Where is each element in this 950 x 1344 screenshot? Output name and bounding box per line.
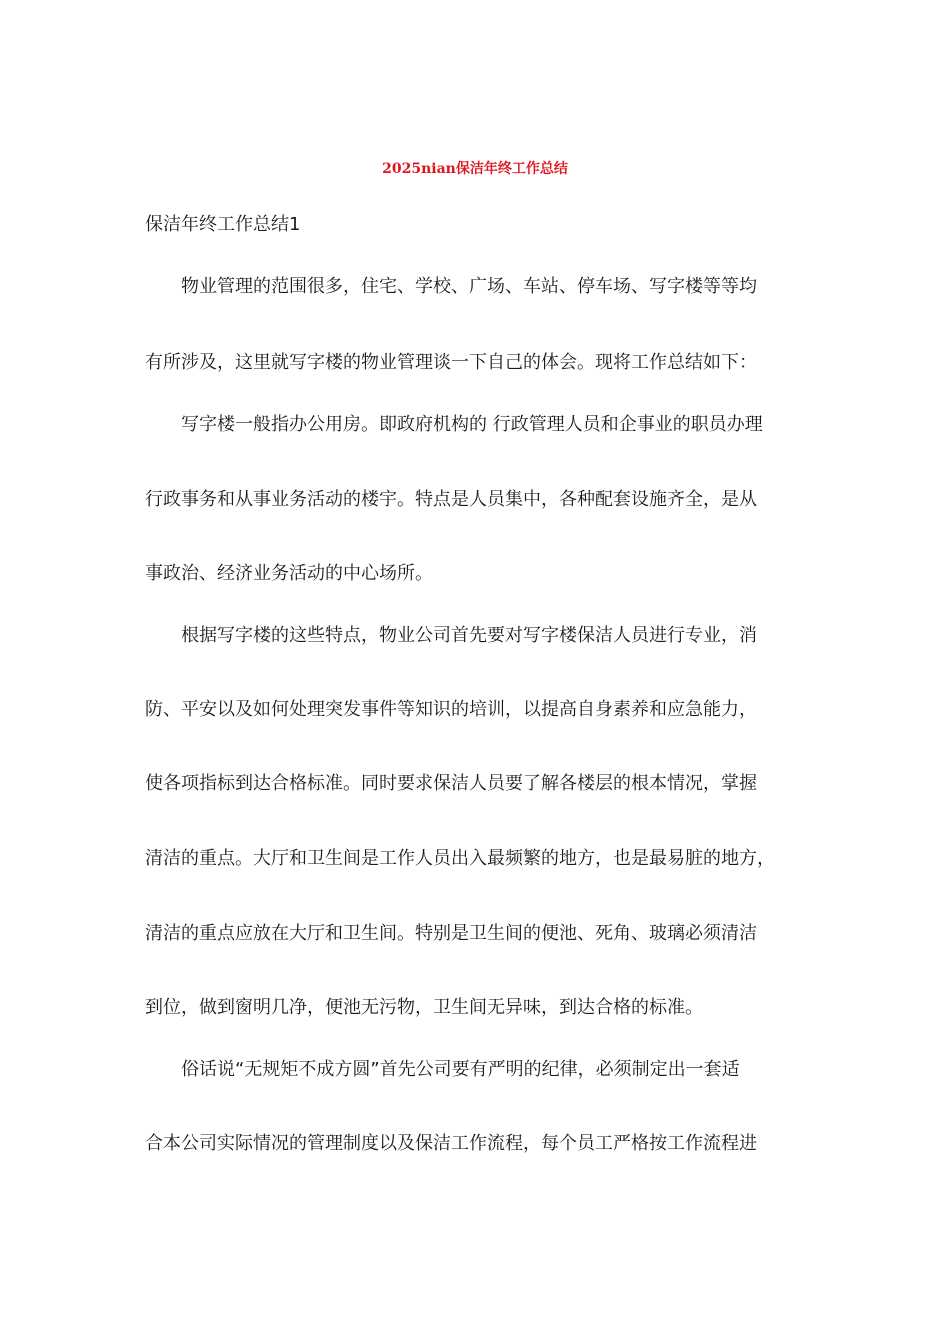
paragraph-line: 合本公司实际情况的管理制度以及保洁工作流程，每个员工严格按工作流程进	[145, 1133, 757, 1154]
paragraph-line: 使各项指标到达合格标准。同时要求保洁人员要了解各楼层的根本情况，掌握	[145, 773, 757, 794]
paragraph-line: 清洁的重点应放在大厅和卫生间。特别是卫生间的便池、死角、玻璃必须清洁	[145, 923, 757, 944]
paragraph-line: 物业管理的范围很多，住宅、学校、广场、车站、停车场、写字楼等等均	[181, 276, 757, 297]
paragraph-line: 到位，做到窗明几净，便池无污物，卫生间无异味，到达合格的标准。	[145, 997, 703, 1018]
paragraph-line: 行政事务和从事业务活动的楼宇。特点是人员集中，各种配套设施齐全，是从	[145, 489, 757, 510]
paragraph-line: 根据写字楼的这些特点，物业公司首先要对写字楼保洁人员进行专业，消	[181, 625, 757, 646]
paragraph-line: 事政治、经济业务活动的中心场所。	[145, 563, 433, 584]
paragraph-line: 防、平安以及如何处理突发事件等知识的培训，以提高自身素养和应急能力，	[145, 699, 757, 720]
section-heading: 保洁年终工作总结1	[145, 214, 301, 235]
paragraph-line: 有所涉及，这里就写字楼的物业管理谈一下自己的体会。现将工作总结如下：	[145, 352, 757, 373]
paragraph-line: 清洁的重点。大厅和卫生间是工作人员出入最频繁的地方，也是最易脏的地方，	[145, 848, 775, 869]
paragraph-line: 写字楼一般指办公用房。即政府机构的 行政管理人员和企事业的职员办理	[181, 414, 763, 435]
document-title: 2025nian保洁年终工作总结	[382, 161, 568, 177]
paragraph-line: 俗话说“无规矩不成方圆”首先公司要有严明的纪律，必须制定出一套适	[181, 1059, 740, 1080]
